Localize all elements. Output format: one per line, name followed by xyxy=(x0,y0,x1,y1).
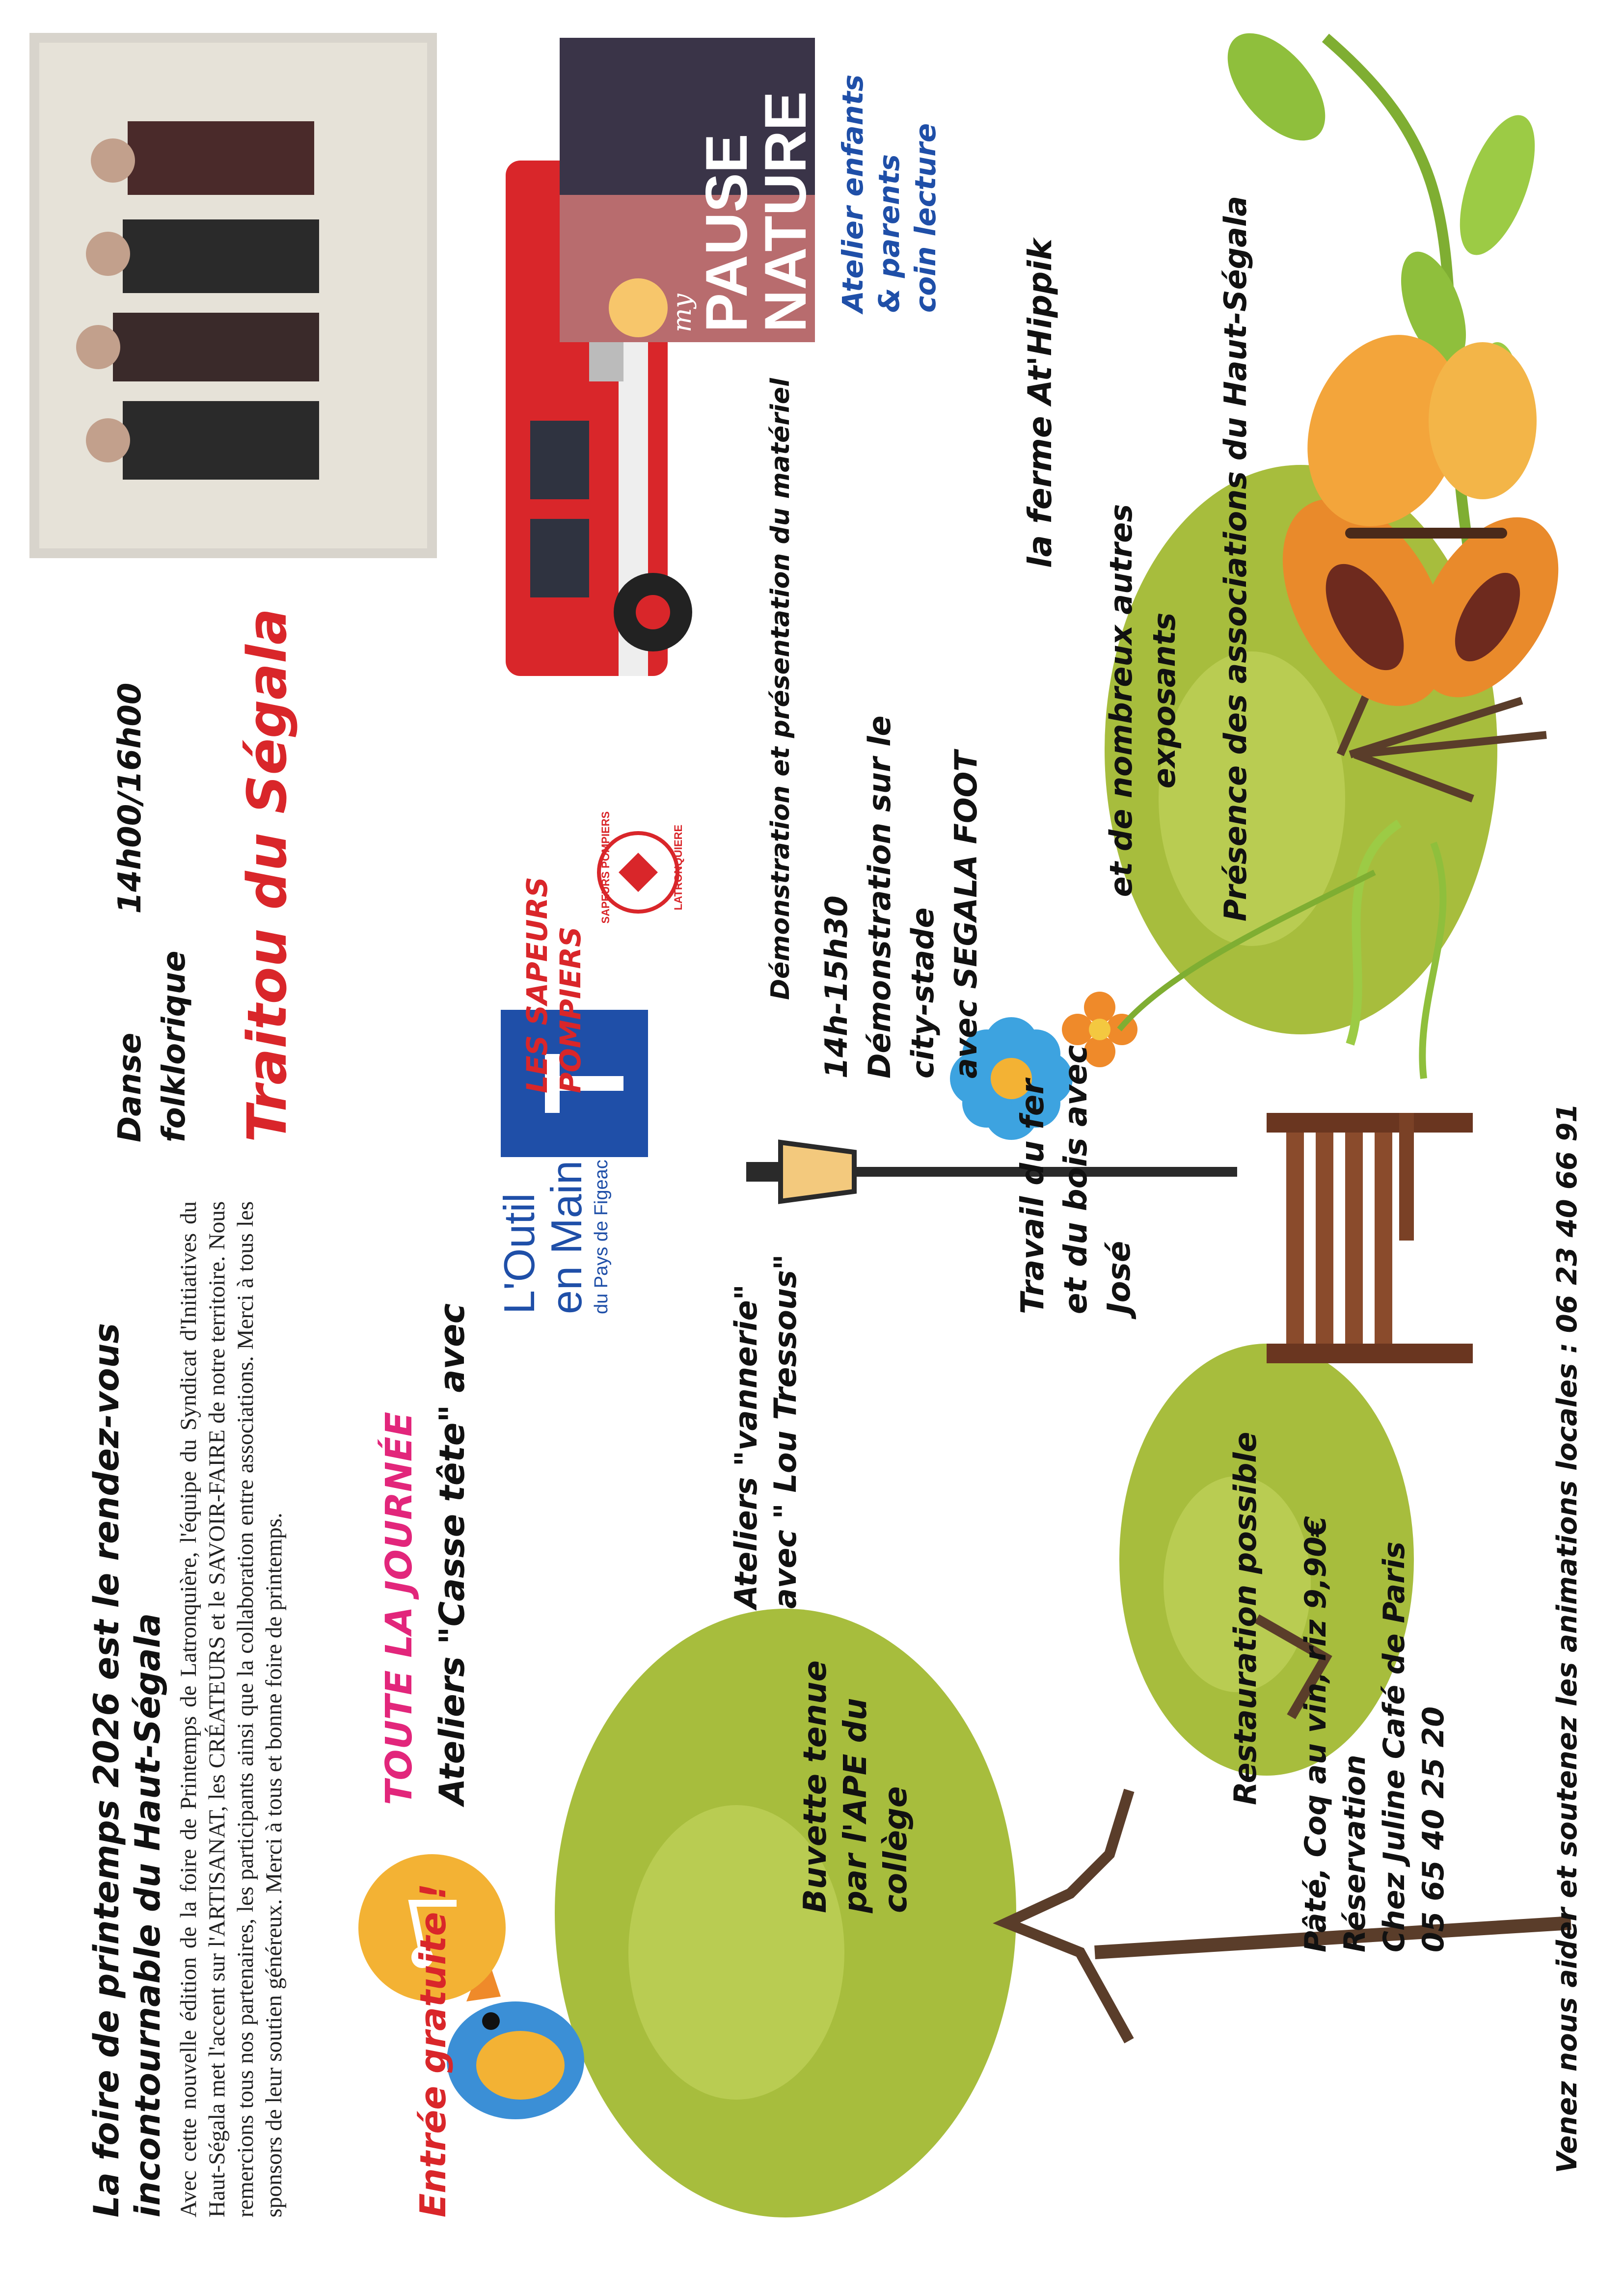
outil-line1: L'Outil xyxy=(495,1193,543,1314)
foot-line2: Démonstration sur le xyxy=(862,715,897,1079)
intro-paragraph: Avec cette nouvelle édition de la foire de Printemps de Latronquière, l'équipe du Syndicat d'Initiatives du Haut-Ségala met l'accent sur l'ARTISANAT, les CRÉATEURS et le SAVOIR-FAIRE de notre territoire. Nous remercions tous nos partenaires, les participants ainsi que la collaboration entre associations. Merci à tous les sponsors de leur soutien généreux. Merci à tous et bonne foire de printemps. xyxy=(176,1201,287,2217)
pause-line2: & parents xyxy=(872,154,906,313)
menu-line4: 05 65 40 25 20 xyxy=(1416,1706,1451,1952)
danse-text xyxy=(108,553,196,1142)
pompiers-demo: Démonstration et présentation du matériel xyxy=(766,378,795,1000)
foot-line3: city-stade xyxy=(905,907,941,1079)
pompiers-title-line2: POMPIERS xyxy=(554,926,587,1093)
pompiers-title xyxy=(520,877,587,1093)
footer-text: Venez nous aider et soutenez les animations locales : 06 23 40 66 91 xyxy=(1551,1103,1583,2173)
dance-photo xyxy=(29,33,437,558)
menu-line2: Réservation xyxy=(1338,1755,1372,1952)
danse-line2: folklorique xyxy=(156,950,192,1142)
foot-line4: avec SEGALA FOOT xyxy=(948,751,984,1079)
exposants-line2: exposants xyxy=(1146,612,1182,789)
vannerie-line2: avec " Lou Tressous" xyxy=(767,1254,803,1609)
intro-title-line2: incontournable du Haut-Ségala xyxy=(128,1613,168,2217)
travail-text xyxy=(1011,980,1141,1314)
pompiers-logo-text xyxy=(599,794,685,941)
pompiers-logo-top: SAPEURS POMPIERS xyxy=(599,811,612,924)
danse-line1: Danse xyxy=(112,1032,148,1142)
pause-word1: PAUSE xyxy=(694,134,759,332)
outil-en-main xyxy=(496,1152,613,1314)
casse-tete: Ateliers "Casse tête" avec xyxy=(432,1303,472,1805)
danse-time: 14h00/16h00 xyxy=(112,682,148,914)
bench xyxy=(1267,1113,1473,1363)
travail-line3: José xyxy=(1101,1241,1137,1314)
associations-text: Présence des associations du Haut-Ségala xyxy=(1218,195,1253,921)
traiteur-text: Traitou du Ségala xyxy=(236,608,298,1142)
menu-text xyxy=(1296,1412,1453,1952)
lamp-post xyxy=(746,1142,1237,1201)
menu-line3: Chez Juline Café de Paris xyxy=(1377,1541,1411,1952)
foot-line1: 14h-15h30 xyxy=(818,895,854,1079)
foot-text xyxy=(815,588,988,1079)
pause-word2: NATURE xyxy=(753,91,818,332)
travail-line2: et du bois avec xyxy=(1058,1045,1094,1314)
pompiers-logo-bottom: LATRONQUIERE xyxy=(672,824,684,911)
intro-title xyxy=(86,1187,168,2217)
travail-line1: Travail du fer xyxy=(1015,1079,1051,1314)
pause-my: my xyxy=(668,294,697,332)
ferme-text: la ferme At'Hippik xyxy=(1021,239,1059,568)
pompiers-title-line1: LES SAPEURS xyxy=(520,877,554,1093)
pause-atelier xyxy=(835,8,944,313)
menu-line1: Pâté, Coq au vin, riz 9,90€ xyxy=(1299,1516,1333,1952)
exposants-line1: et de nombreux autres xyxy=(1103,504,1139,897)
restauration-title: Restauration possible xyxy=(1227,1432,1263,1805)
buvette-text: Buvette tenue par l'APE du collège xyxy=(797,1660,914,1913)
vannerie-text xyxy=(727,1216,805,1609)
intro-title-line1: La foire de printemps 2026 est le rendez-vous xyxy=(86,1323,127,2217)
free-entry: Entrée gratuite ! xyxy=(412,1883,454,2217)
outil-line2: en Main xyxy=(542,1160,591,1314)
exposants-text xyxy=(1100,480,1186,921)
pause-nature-logo xyxy=(668,38,818,332)
pause-line3: coin lecture xyxy=(909,123,942,313)
vannerie-line1: Ateliers "vannerie" xyxy=(728,1284,764,1609)
outil-line3: du Pays de Figeac xyxy=(591,1160,612,1314)
all-day-title: TOUTE LA JOURNÉE xyxy=(378,1412,420,1805)
pause-line1: Atelier enfants xyxy=(836,74,869,313)
